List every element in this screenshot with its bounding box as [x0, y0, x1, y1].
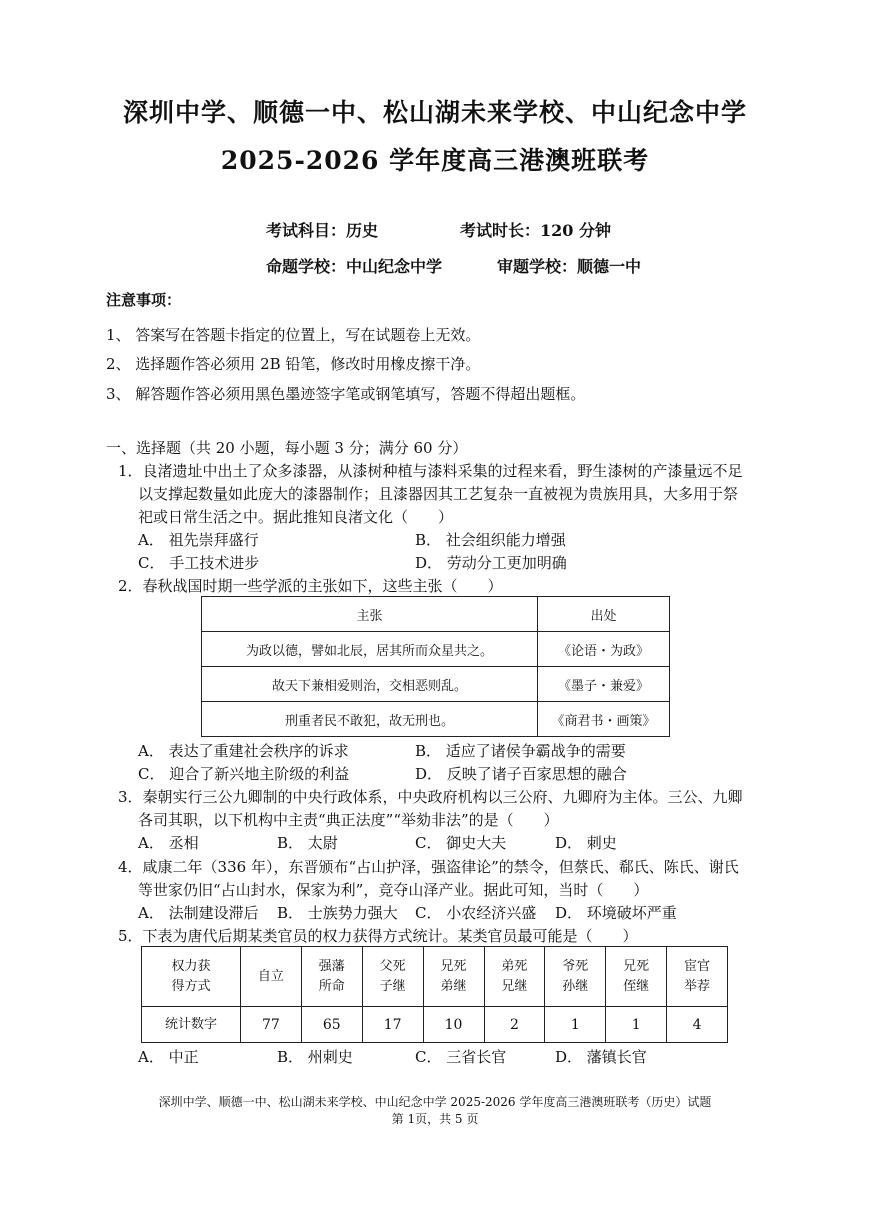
- q2-header-source: 出处: [538, 597, 670, 632]
- q5-count-value: 17: [362, 1007, 423, 1043]
- q5-table: [141, 946, 728, 1043]
- q1-line-3: 祀或日常生活之中。据此推知良渚文化（ ）: [138, 508, 454, 526]
- q5-col-header-l1: 兄死: [440, 958, 467, 974]
- q5-stem: 5．下表为唐代后期某类官员的权力获得方式统计。某类官员最可能是（ ）: [118, 927, 638, 945]
- q2-stem: 2．春秋战国时期一些学派的主张如下，这些主张（ ）: [118, 577, 503, 595]
- q2-claim-2: 故天下兼相爱则治，交相恶则乱。: [202, 667, 538, 702]
- q4-option-a: A． 法制建设滞后: [138, 904, 259, 922]
- q1-option-d: D． 劳动分工更加明确: [415, 554, 567, 572]
- q5-col-header: [484, 947, 545, 1007]
- q5-col-header-l1: 弟死: [501, 958, 528, 974]
- q2-source-2: 《墨子・兼爱》: [538, 667, 670, 702]
- table-row: [142, 1007, 728, 1043]
- q1-option-a: A． 祖先崇拜盛行: [138, 531, 259, 549]
- q5-col-header: [423, 947, 484, 1007]
- q5-count-label: 统计数字: [142, 1007, 241, 1043]
- q5-col-header: [667, 947, 728, 1007]
- q5-option-a: A． 中正: [138, 1048, 199, 1066]
- q2-table: [201, 596, 670, 737]
- q5-col-header-l1: 强藩: [318, 958, 345, 974]
- exam-setter-school: 命题学校：中山纪念中学: [266, 257, 443, 276]
- q5-col-header-l1: 兄死: [623, 958, 650, 974]
- q1-option-c: C． 手工技术进步: [138, 554, 260, 572]
- footer-exam-title: 深圳中学、顺德一中、松山湖未来学校、中山纪念中学 2025-2026 学年度高三港澳班联考（历史）试题: [158, 1095, 712, 1109]
- q1-line-2: 以支撑起数量如此庞大的漆器制作；且漆器因其工艺复杂一直被视为贵族用具，大多用于祭: [138, 485, 739, 503]
- q4-line-1: 4．咸康二年（336 年），东晋颁布“占山护泽，强盗律论”的禁令，但蔡氏、郗氏、陈氏、谢氏: [118, 858, 739, 876]
- q5-count-value: 2: [484, 1007, 545, 1043]
- exam-title-schools: 深圳中学、顺德一中、松山湖未来学校、中山纪念中学: [122, 98, 747, 127]
- q3-line-1: 3．秦朝实行三公九卿制的中央行政体系，中央政府机构以三公府、九卿府为主体。三公、九卿: [118, 788, 743, 806]
- q4-option-b: B． 士族势力强大: [277, 904, 398, 922]
- q2-option-b: B． 适应了诸侯争霸战争的需要: [415, 742, 626, 760]
- table-row: [202, 667, 670, 702]
- q5-col-header-l1: 爷死: [562, 958, 589, 974]
- q5-table-header-row: [142, 947, 728, 1007]
- q3-line-2: 各司其职，以下机构中主责“典正法度”“举劾非法”的是（ ）: [138, 811, 559, 829]
- q5-col-header-l2: 孙继: [562, 978, 589, 994]
- table-row: [202, 632, 670, 667]
- q5-col-header: [241, 947, 302, 1007]
- q2-source-1: 《论语・为政》: [538, 632, 670, 667]
- q3-option-d: D． 刺史: [555, 834, 617, 852]
- q2-header-claim: 主张: [202, 597, 538, 632]
- q5-option-d: D． 藩镇长官: [555, 1048, 647, 1066]
- q2-claim-3: 刑重者民不敢犯，故无刑也。: [202, 702, 538, 737]
- q2-option-a: A． 表达了重建社会秩序的诉求: [138, 742, 349, 760]
- q5-col-header-l1: 宦官: [684, 958, 711, 974]
- q3-option-a: A． 丞相: [138, 834, 199, 852]
- q5-col-header: [362, 947, 423, 1007]
- q5-col-header: [301, 947, 362, 1007]
- q5-count-value: 77: [241, 1007, 302, 1043]
- q2-table-header-row: [202, 597, 670, 632]
- q5-col-header-l1: 自立: [257, 968, 284, 984]
- q5-count-value: 1: [606, 1007, 667, 1043]
- notice-heading: 注意事项：: [106, 291, 182, 309]
- q2-claim-1: 为政以德，譬如北辰，居其所而众星共之。: [202, 632, 538, 667]
- q5-count-value: 1: [545, 1007, 606, 1043]
- q5-option-c: C． 三省长官: [415, 1048, 507, 1066]
- q2-source-3: 《商君书・画策》: [538, 702, 670, 737]
- section-heading-choice: 一、选择题（共 20 小题，每小题 3 分；满分 60 分）: [106, 439, 468, 457]
- table-row: [202, 702, 670, 737]
- q4-option-d: D． 环境破坏严重: [555, 904, 677, 922]
- q2-option-d: D． 反映了诸子百家思想的融合: [415, 765, 627, 783]
- q5-col-header: [545, 947, 606, 1007]
- q5-col-header-l1: 父死: [379, 958, 406, 974]
- q5-count-value: 10: [423, 1007, 484, 1043]
- exam-subject: 考试科目：历史: [266, 221, 379, 240]
- footer-page-number: 第 1页，共 5 页: [391, 1112, 479, 1126]
- q5-col-header: [606, 947, 667, 1007]
- q2-option-c: C． 迎合了新兴地主阶级的利益: [138, 765, 350, 783]
- q5-col-header-l2: 子继: [379, 978, 406, 994]
- exam-duration: 考试时长：120 分钟: [460, 221, 611, 240]
- q5-option-b: B． 州刺史: [277, 1048, 353, 1066]
- q4-option-c: C． 小农经济兴盛: [415, 904, 537, 922]
- q3-option-b: B． 太尉: [277, 834, 338, 852]
- notice-item-2: 2、 选择题作答必须用 2B 铅笔，修改时用橡皮擦干净。: [106, 355, 481, 373]
- exam-reviewer-school: 审题学校：顺德一中: [497, 257, 642, 276]
- q5-col-header-l2: 所命: [318, 978, 345, 994]
- notice-item-3: 3、 解答题作答必须用黑色墨迹签字笔或钢笔填写，答题不得超出题框。: [106, 385, 586, 403]
- notice-item-1: 1、 答案写在答题卡指定的位置上，写在试题卷上无效。: [106, 326, 481, 344]
- q5-count-value: 4: [667, 1007, 728, 1043]
- q1-option-b: B． 社会组织能力增强: [415, 531, 566, 549]
- q5-row-label-line1: 权力获: [171, 958, 211, 974]
- q1-line-1: 1．良渚遗址中出土了众多漆器，从漆树种植与漆料采集的过程来看，野生漆树的产漆量远不足: [118, 462, 743, 480]
- q4-line-2: 等世家仍旧“占山封水，保家为利”，竞夺山泽产业。据此可知，当时（ ）: [138, 881, 649, 899]
- q5-col-header-l2: 举荐: [684, 978, 711, 994]
- q5-row-label: [142, 947, 241, 1007]
- q5-count-value: 65: [301, 1007, 362, 1043]
- q5-row-label-line2: 得方式: [171, 978, 211, 994]
- q3-option-c: C． 御史大夫: [415, 834, 507, 852]
- q5-col-header-l2: 弟继: [440, 978, 467, 994]
- exam-title-year: 2025-2026 学年度高三港澳班联考: [220, 146, 650, 175]
- q5-col-header-l2: 兄继: [501, 978, 528, 994]
- q5-col-header-l2: 侄继: [623, 978, 650, 994]
